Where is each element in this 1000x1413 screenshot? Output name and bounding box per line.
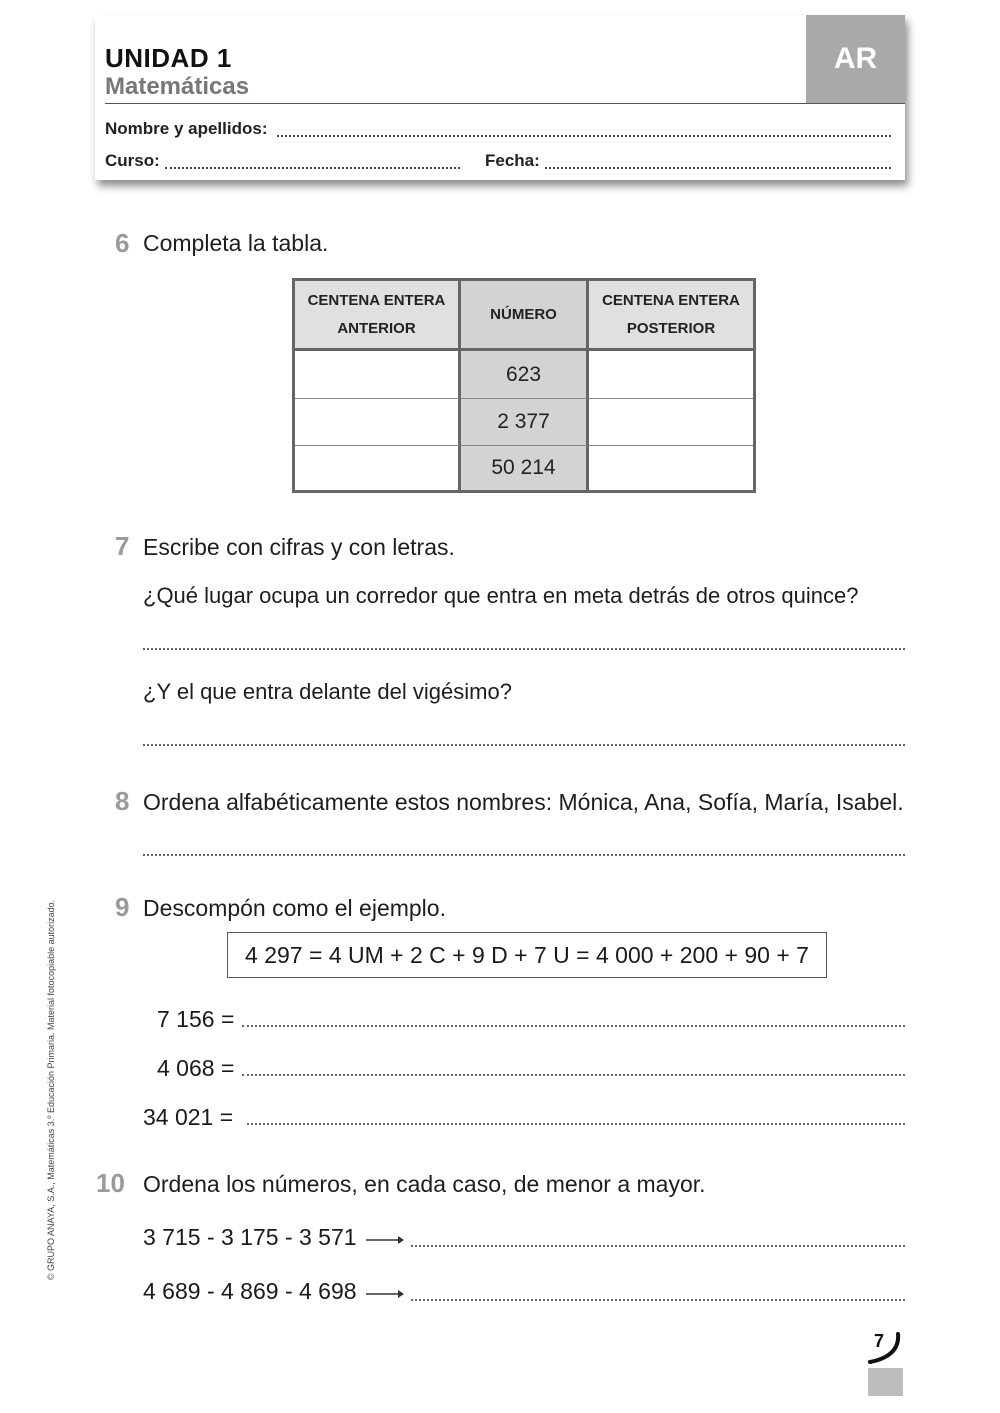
exercise-6-number: 6 bbox=[115, 228, 130, 258]
exercise-7-number: 7 bbox=[115, 531, 130, 561]
exercise-7-answer-1[interactable] bbox=[143, 648, 905, 650]
hundreds-table bbox=[292, 278, 756, 493]
exercise-7-instruction: Escribe con cifras y con letras. bbox=[143, 534, 455, 560]
exercise-10-instruction: Ordena los números, en cada caso, de menor a mayor. bbox=[143, 1171, 706, 1197]
header-next-line1: CENTENA ENTERA bbox=[602, 291, 740, 309]
decompose-item-3-label: 34 021 = bbox=[143, 1104, 234, 1130]
exercise-10-number: 10 bbox=[96, 1168, 125, 1198]
table-header-number: NÚMERO bbox=[461, 281, 589, 351]
order-row-2-numbers: 4 689 - 4 869 - 4 698 bbox=[143, 1278, 357, 1304]
name-field[interactable] bbox=[277, 135, 891, 137]
decompose-item-2-answer[interactable] bbox=[242, 1074, 905, 1076]
order-row-2-answer[interactable] bbox=[411, 1299, 905, 1301]
header-next-line2: POSTERIOR bbox=[626, 319, 716, 337]
date-field[interactable] bbox=[545, 167, 891, 169]
page-corner-swoosh-icon bbox=[866, 1330, 906, 1366]
subject-title: Matemáticas bbox=[105, 73, 250, 100]
name-label: Nombre y apellidos: bbox=[105, 119, 268, 138]
exercise-9-number: 9 bbox=[115, 892, 130, 922]
answer-previous-3[interactable] bbox=[295, 446, 461, 490]
exercise-8-instruction: Ordena alfabéticamente estos nombres: Mónica, Ana, Sofía, María, Isabel. bbox=[143, 789, 904, 815]
decompose-item-3-answer[interactable] bbox=[247, 1123, 905, 1125]
exercise-7-question-1: ¿Qué lugar ocupa un corredor que entra en meta detrás de otros quince? bbox=[143, 583, 859, 608]
copyright-notice: © GRUPO ANAYA, S.A., Matemáticas 3.º Educación Primaria. Material fotocopiable autorizado. bbox=[46, 899, 56, 1281]
order-row-1-answer[interactable] bbox=[411, 1245, 905, 1247]
exercise-7-question-2: ¿Y el que entra delante del vigésimo? bbox=[143, 679, 512, 704]
table-header-previous bbox=[295, 281, 461, 351]
arrow-right-icon bbox=[365, 1234, 405, 1246]
page-number: 7 bbox=[874, 1331, 885, 1351]
exercise-7-answer-2[interactable] bbox=[143, 744, 905, 746]
answer-next-1[interactable] bbox=[589, 351, 753, 399]
decomposition-example: 4 297 = 4 UM + 2 C + 9 D + 7 U = 4 000 + 200 + 90 + 7 bbox=[227, 932, 827, 978]
header-previous-line2: ANTERIOR bbox=[337, 319, 416, 337]
decompose-item-1-label: 7 156 = bbox=[157, 1006, 235, 1032]
answer-previous-1[interactable] bbox=[295, 351, 461, 399]
decompose-item-1-answer[interactable] bbox=[242, 1025, 905, 1027]
table-number-3: 50 214 bbox=[461, 446, 589, 490]
arrow-right-icon bbox=[365, 1288, 405, 1300]
unit-title: UNIDAD 1 bbox=[105, 43, 232, 73]
order-row-1-numbers: 3 715 - 3 175 - 3 571 bbox=[143, 1224, 357, 1250]
ar-badge: AR bbox=[806, 15, 905, 103]
worksheet-header bbox=[95, 15, 905, 180]
header-previous-line1: CENTENA ENTERA bbox=[307, 291, 446, 309]
header-divider bbox=[105, 103, 905, 104]
answer-previous-2[interactable] bbox=[295, 399, 461, 446]
course-field[interactable] bbox=[165, 167, 460, 169]
answer-next-3[interactable] bbox=[589, 446, 753, 490]
decompose-item-2-label: 4 068 = bbox=[157, 1055, 235, 1081]
exercise-8-answer[interactable] bbox=[143, 854, 905, 856]
answer-next-2[interactable] bbox=[589, 399, 753, 446]
table-header-next bbox=[589, 281, 753, 351]
course-label: Curso: bbox=[105, 151, 160, 170]
exercise-8-number: 8 bbox=[115, 786, 130, 816]
date-label: Fecha: bbox=[485, 151, 540, 170]
exercise-9-instruction: Descompón como el ejemplo. bbox=[143, 895, 446, 921]
table-number-2: 2 377 bbox=[461, 399, 589, 446]
exercise-6-instruction: Completa la tabla. bbox=[143, 230, 329, 256]
table-number-1: 623 bbox=[461, 351, 589, 399]
page-tab bbox=[868, 1368, 903, 1396]
